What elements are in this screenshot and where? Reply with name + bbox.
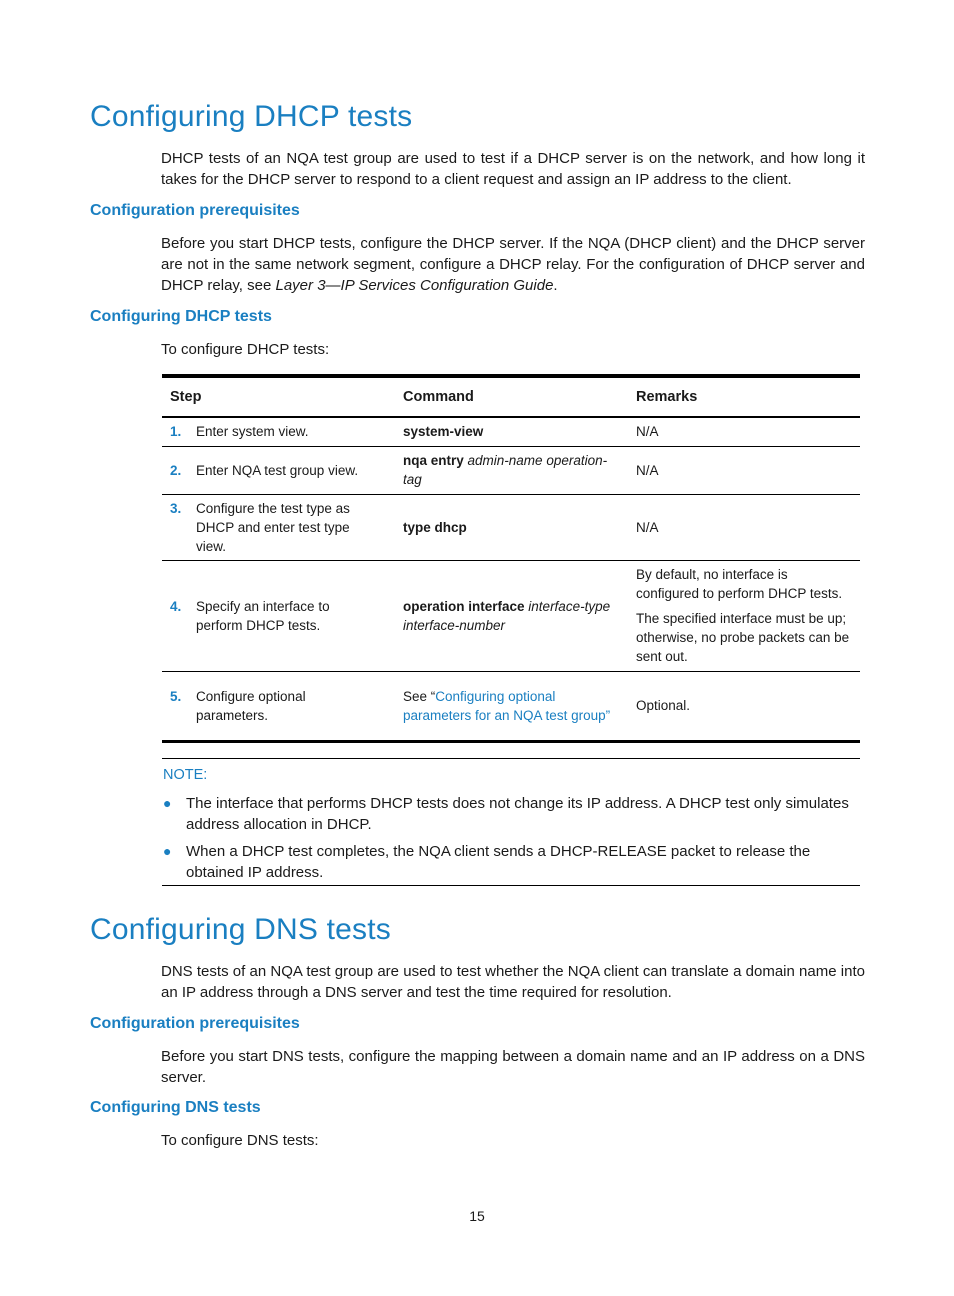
dns-prereq-paragraph: Before you start DNS tests, configure the mapping between a domain name and an IP address on a DNS server. bbox=[161, 1048, 865, 1086]
table-header-row bbox=[162, 376, 860, 417]
dhcp-guide-reference: Layer 3—IP Services Configuration Guide bbox=[275, 277, 554, 294]
note-list bbox=[162, 793, 860, 889]
step-number: 3. bbox=[170, 500, 182, 516]
command-keyword: type dhcp bbox=[403, 519, 467, 535]
step-text: Configure optional parameters. bbox=[196, 688, 306, 723]
command-cell bbox=[395, 671, 628, 741]
table-row bbox=[162, 494, 860, 560]
dhcp-steps-table bbox=[162, 374, 860, 743]
command-keyword: system-view bbox=[403, 424, 484, 440]
remark-text: By default, no interface is configured to perform DHCP tests. bbox=[636, 567, 843, 601]
note-label: NOTE: bbox=[163, 767, 208, 783]
dhcp-config-heading: Configuring DHCP tests bbox=[90, 308, 272, 325]
dhcp-intro-paragraph: DHCP tests of an NQA test group are used to test if a DHCP server is on the network, and how long it takes for the DHCP server to respond to a client request and assign an IP address to the client. bbox=[161, 150, 865, 188]
bullet-icon: ● bbox=[163, 843, 172, 859]
dns-intro-paragraph: DNS tests of an NQA test group are used to test whether the NQA client can translate a domain name into an IP address through a DNS server and test the time required for resolution. bbox=[161, 963, 865, 1001]
remark-text: Optional. bbox=[636, 698, 691, 713]
table-row bbox=[162, 417, 860, 446]
page-number: 15 bbox=[469, 1208, 485, 1224]
table-row bbox=[162, 671, 860, 741]
step-text: Enter NQA test group view. bbox=[196, 462, 359, 478]
command-cell bbox=[395, 494, 628, 560]
remark-text: N/A bbox=[636, 462, 659, 478]
dhcp-prereq-paragraph: Before you start DHCP tests, configure the DHCP server. If the NQA (DHCP client) and the DHCP server are not in the same network segment, configure a DHCP relay. For the configuration of DHCP server and DHCP relay, see Layer 3—IP Services Configuration Guide. bbox=[161, 235, 865, 294]
step-cell bbox=[162, 494, 395, 560]
command-keyword: operation interface bbox=[403, 598, 525, 614]
optional-parameters-link[interactable]: Configuring optional parameters for an NQA test group” bbox=[403, 688, 611, 723]
bullet-icon: ● bbox=[163, 795, 172, 811]
command-argument: admin-name operation-tag bbox=[403, 453, 608, 487]
dns-section-title: Configuring DNS tests bbox=[90, 913, 391, 946]
command-argument: interface-type interface-number bbox=[403, 598, 611, 633]
header-command: Command bbox=[395, 376, 628, 417]
command-cell bbox=[395, 446, 628, 494]
remark-text: N/A bbox=[636, 424, 659, 440]
command-cell bbox=[395, 417, 628, 446]
step-cell bbox=[162, 446, 395, 494]
command-cell bbox=[395, 560, 628, 671]
list-item: ● When a DHCP test completes, the NQA client sends a DHCP-RELEASE packet to release the obtained IP address. bbox=[163, 843, 811, 881]
step-cell bbox=[162, 560, 395, 671]
dns-config-heading: Configuring DNS tests bbox=[90, 1099, 261, 1116]
header-step: Step bbox=[162, 376, 395, 417]
note-box bbox=[162, 758, 860, 886]
remarks-cell bbox=[628, 560, 860, 671]
step-number: 2. bbox=[170, 462, 182, 478]
step-text: Specify an interface to perform DHCP tests. bbox=[196, 598, 330, 633]
remarks-cell bbox=[628, 417, 860, 446]
table-row bbox=[162, 560, 860, 671]
step-text: Enter system view. bbox=[196, 424, 309, 440]
table-row bbox=[162, 446, 860, 494]
step-number: 4. bbox=[170, 598, 182, 614]
dhcp-config-intro: To configure DHCP tests: bbox=[161, 341, 330, 358]
step-number: 5. bbox=[170, 688, 182, 704]
step-number: 1. bbox=[170, 424, 182, 440]
dns-prereq-heading: Configuration prerequisites bbox=[90, 1015, 300, 1032]
header-remarks: Remarks bbox=[628, 376, 860, 417]
remarks-cell bbox=[628, 671, 860, 741]
dns-config-intro: To configure DNS tests: bbox=[161, 1132, 319, 1149]
remarks-cell bbox=[628, 446, 860, 494]
remark-text: The specified interface must be up; otherwise, no probe packets can be sent out. bbox=[636, 611, 850, 664]
command-keyword: nqa entry bbox=[403, 453, 464, 468]
remarks-cell bbox=[628, 494, 860, 560]
step-cell bbox=[162, 671, 395, 741]
step-text: Configure the test type as DHCP and enter test type view. bbox=[196, 500, 350, 554]
step-cell bbox=[162, 417, 395, 446]
dhcp-section-title: Configuring DHCP tests bbox=[90, 100, 413, 133]
see-prefix: See “ bbox=[403, 688, 436, 704]
list-item: ● The interface that performs DHCP tests does not change its IP address. A DHCP test only simulates address allocation in DHCP. bbox=[163, 795, 849, 833]
dhcp-prereq-heading: Configuration prerequisites bbox=[90, 202, 300, 219]
remark-text: N/A bbox=[636, 519, 659, 535]
